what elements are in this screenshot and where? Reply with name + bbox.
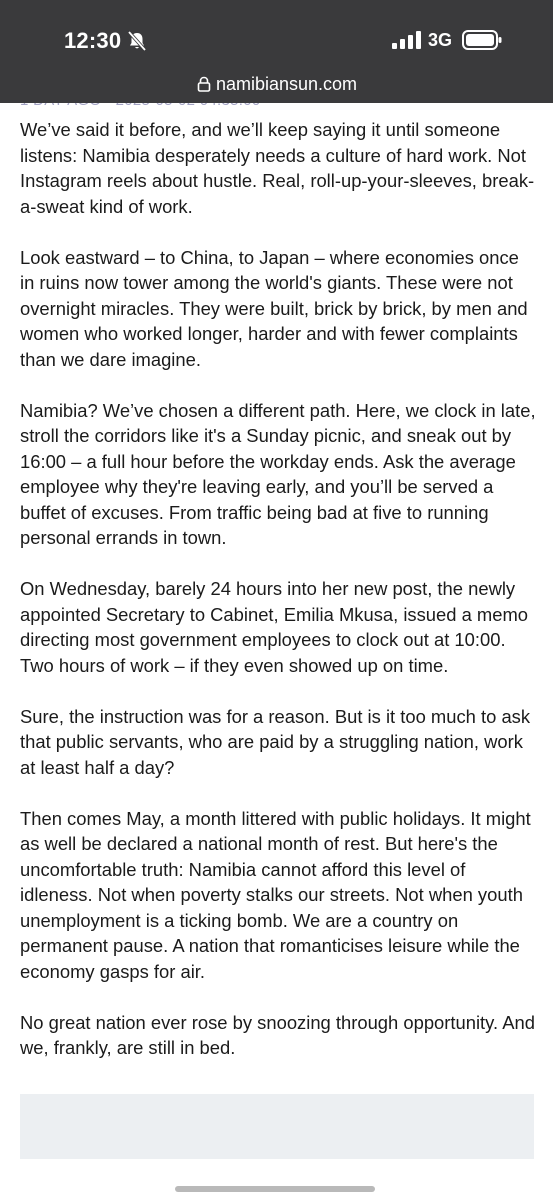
browser-top-bar xyxy=(0,0,553,103)
url-text: namibiansun.com xyxy=(215,74,358,94)
status-time: 12:30 xyxy=(64,28,122,53)
article-body xyxy=(20,103,538,1086)
network-type: 3G xyxy=(428,30,453,50)
home-indicator[interactable] xyxy=(175,1186,375,1192)
address-bar[interactable] xyxy=(0,74,553,102)
article-paragraph: Sure, the instruction was for a reason. But is it too much to ask that public servants, who are paid by a struggling nation, work at least half a day? xyxy=(20,705,531,778)
battery-icon xyxy=(462,30,502,50)
article-paragraph: Namibia? We’ve chosen a different path. Here, we clock in late, stroll the corridors like it's a Sunday picnic, and sneak out by 16:00 – a full hour before the workday ends. Ask the average employee why they're leaving early, and you’ll be served a buffet of excuses. From traffic being bad at five to running personal errands in town. xyxy=(20,399,536,548)
lock-icon xyxy=(196,76,212,92)
bell-muted-icon xyxy=(127,30,147,52)
article-paragraph: On Wednesday, barely 24 hours into her new post, the newly appointed Secretary to Cabinet, Emilia Mkusa, issued a memo directing most government employees to clock out at 10:00. Two hours of work – if they even showed up on time. xyxy=(20,578,529,676)
ad-placeholder xyxy=(20,1094,534,1159)
article-paragraph: We’ve said it before, and we’ll keep saying it until someone listens: Namibia desperately needs a culture of hard work. Not Instagram reels about hustle. Real, roll-up-your-sleeves, break-a-sweat kind of work. xyxy=(20,119,535,217)
signal-icon xyxy=(392,30,422,50)
article-paragraph: Look eastward – to China, to Japan – where economies once in ruins now tower among the world's giants. These were not overnight miracles. They were built, brick by brick, by men and women who worked longer, harder and with fewer complaints than we dare imagine. xyxy=(20,246,528,370)
article-paragraph: Then comes May, a month littered with public holidays. It might as well be declared a national month of rest. But here's the uncomfortable truth: Namibia cannot afford this level of idleness. Not when poverty stalks our streets. Not when youth unemployment is a ticking bomb. We are a country on permanent pause. A nation that romanticises leisure while the economy gasps for air. xyxy=(20,807,531,982)
article-paragraph: No great nation ever rose by snoozing through opportunity. And we, frankly, are still in bed. xyxy=(20,1011,535,1058)
